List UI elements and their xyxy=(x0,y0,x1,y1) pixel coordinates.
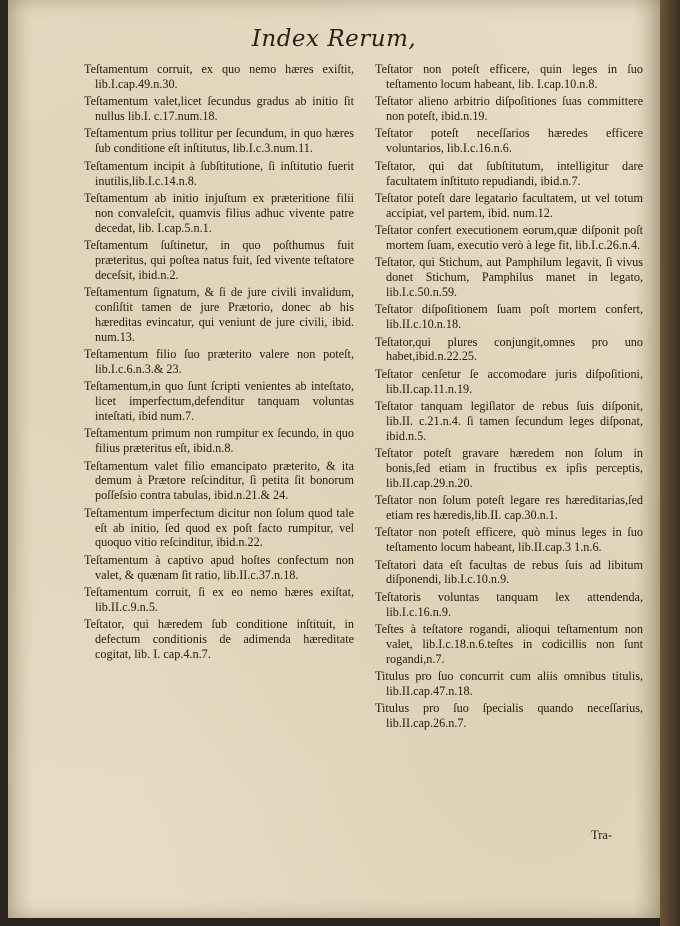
index-entry: Teſtator alieno arbitrio diſpoſitiones ſuas committere non poteſt, ibid.n.19. xyxy=(375,94,643,124)
index-entry: Teſtator poteſt dare legatario facultatem, ut vel totum accipiat, vel partem, ibid. num.12. xyxy=(375,190,643,220)
index-entry: Teſtator, qui Stichum, aut Pamphilum legavit, ſi vivus donet Stichum, Pamphilus manet in legato, lib.I.c.50.n.59. xyxy=(375,255,643,300)
index-entry: Teſtamentum prius tollitur per ſecundum, in quo hæres ſub conditione eſt inſtitutus, lib.I.c.3.num.11. xyxy=(84,126,354,156)
index-entry: Teſtamentum ſignatum, & ſi de jure civili invalidum, conſiſtit tamen de jure Prætorio, donec ab his hæreditas evincatur, qui veniunt de jure civili, ibid. num.13. xyxy=(84,285,354,344)
index-entry: Titulus pro ſuo ſpecialis quando neceſſarius, lib.II.cap.26.n.7. xyxy=(375,701,643,731)
index-entry: Teſtator non poteſt efficere, quin leges in ſuo teſtamento locum habeant, lib. I.cap.10.n.8. xyxy=(375,62,643,91)
book-page xyxy=(8,0,660,918)
index-entry: Teſtamentum valet filio emancipato præterito, & ita demum à Prætore reſcinditur, ſi petita ſit bonorum poſſeſsio contra tabulas, ibid.n.21.& 24. xyxy=(84,458,354,503)
right-column xyxy=(375,62,643,733)
index-entry: Teſtator poteſt gravare hæredem non ſolum in bonis,ſed etiam in fructibus ex ipſis perceptis, lib.II.cap.29.n.20. xyxy=(375,446,643,490)
index-entry: Teſtator,qui plures conjungit,omnes pro uno habet,ibid.n.22.25. xyxy=(375,334,643,364)
index-entry: Teſtamentum incipit à ſubſtitutione, ſi inſtitutio fuerit inutilis,lib.I.c.14.n.8. xyxy=(84,158,354,188)
catchword: Tra- xyxy=(591,828,613,842)
index-entry: Teſtamentum imperfectum dicitur non ſolum quod tale eſt ab initio, ſed quod ex poſt facto rumpitur, vel quoquo vitio reſcinditur, ibid.n.22. xyxy=(84,505,354,550)
index-entry: Teſtator non poteſt efficere, quò minus leges in ſuo teſtamento locum habeant, lib.II.cap.3 1.n.6. xyxy=(375,525,643,555)
index-entry: Teſtamentum ſuſtinetur, in quo poſthumus fuit præteritus, qui poſtea natus fuit, ſed vivente teſtatore deceſsit, ibid.n.2. xyxy=(84,237,354,282)
index-entry: Teſtator diſpoſitionem ſuam poſt mortem confert, lib.II.c.10.n.18. xyxy=(375,302,643,332)
index-entry: Teſtatoris voluntas tanquam lex attendenda, lib.I.c.16.n.9. xyxy=(375,589,643,619)
index-entry: Teſtator poteſt neceſſarios hæredes efficere voluntarios, lib.I.c.16.n.6. xyxy=(375,126,643,156)
index-entry: Teſtamentum corruit, ſi ex eo nemo hæres exiſtat, lib.II.c.9.n.5. xyxy=(84,584,354,614)
index-entry: Teſtamentum filio ſuo præterito valere non poteſt, lib.I.c.6.n.3.& 23. xyxy=(84,347,354,376)
index-entry: Teſtes à teſtatore rogandi, alioqui teſtamentum non valet, lib.I.c.18.n.6.teſtes in codicillis non ſunt rogandi,n.7. xyxy=(375,621,643,666)
index-entry: Teſtator confert executionem eorum,quæ diſponit poſt mortem ſuam, executio verò à lege fit, lib.I.c.26.n.4. xyxy=(375,223,643,252)
index-entry: Teſtatori data eſt facultas de rebus ſuis ad libitum diſponendi, lib.I.c.10.n.9. xyxy=(375,557,643,587)
index-entry: Teſtamentum primum non rumpitur ex ſecundo, in quo filius præteritus eſt, ibid.n.8. xyxy=(84,426,354,456)
index-entry: Teſtamentum,in quo ſunt ſcripti venientes ab inteſtato, licet imperfectum,defenditur tanquam voluntas inteſtati, ibid num.7. xyxy=(84,379,354,424)
page-title: Index Rerum, xyxy=(251,26,417,52)
index-entry: Titulus pro ſuo concurrit cum aliis omnibus titulis, lib.II.cap.47.n.18. xyxy=(375,669,643,698)
index-entry: Teſtamentum à captivo apud hoſtes confectum non valet, & quænam ſit ratio, lib.II.c.37.n.18. xyxy=(84,552,354,582)
book-spine-edge xyxy=(660,0,680,926)
index-entry: Teſtamentum corruit, ex quo nemo hæres exiſtit, lib.I.cap.49.n.30. xyxy=(84,62,354,91)
index-entry: Teſtamentum ab initio injuſtum ex præteritione filii non convaleſcit, quamvis filius adhuc vivente patre decedat, lib. I.cap.5.n.1. xyxy=(84,190,354,235)
index-entry: Teſtator, qui hæredem ſub conditione inſtituit, in defectum conditionis de adimenda hæreditate cogitat, lib. I. cap.4.n.7. xyxy=(84,617,354,661)
left-column xyxy=(84,62,354,664)
index-entry: Teſtator non ſolum poteſt legare res hæreditarias,ſed etiam res hæredis,lib.II. cap.30.n.1. xyxy=(375,493,643,523)
index-entry: Teſtamentum valet,licet ſecundus gradus ab initio ſit nullus lib.I. c.17.num.18. xyxy=(84,94,354,124)
index-entry: Teſtator cenſetur ſe accomodare juris diſpoſitioni, lib.II.cap.11.n.19. xyxy=(375,366,643,396)
index-entry: Teſtator, qui dat ſubſtitutum, intelligitur dare facultatem inſtituto repudiandi, ibid.n.7. xyxy=(375,158,643,188)
index-entry: Teſtator tanquam legiſlator de rebus ſuis diſponit, lib.II. c.21.n.4. ſi tamen ſecundum leges diſponat, ibid.n.5. xyxy=(375,398,643,443)
page-header xyxy=(8,26,660,60)
